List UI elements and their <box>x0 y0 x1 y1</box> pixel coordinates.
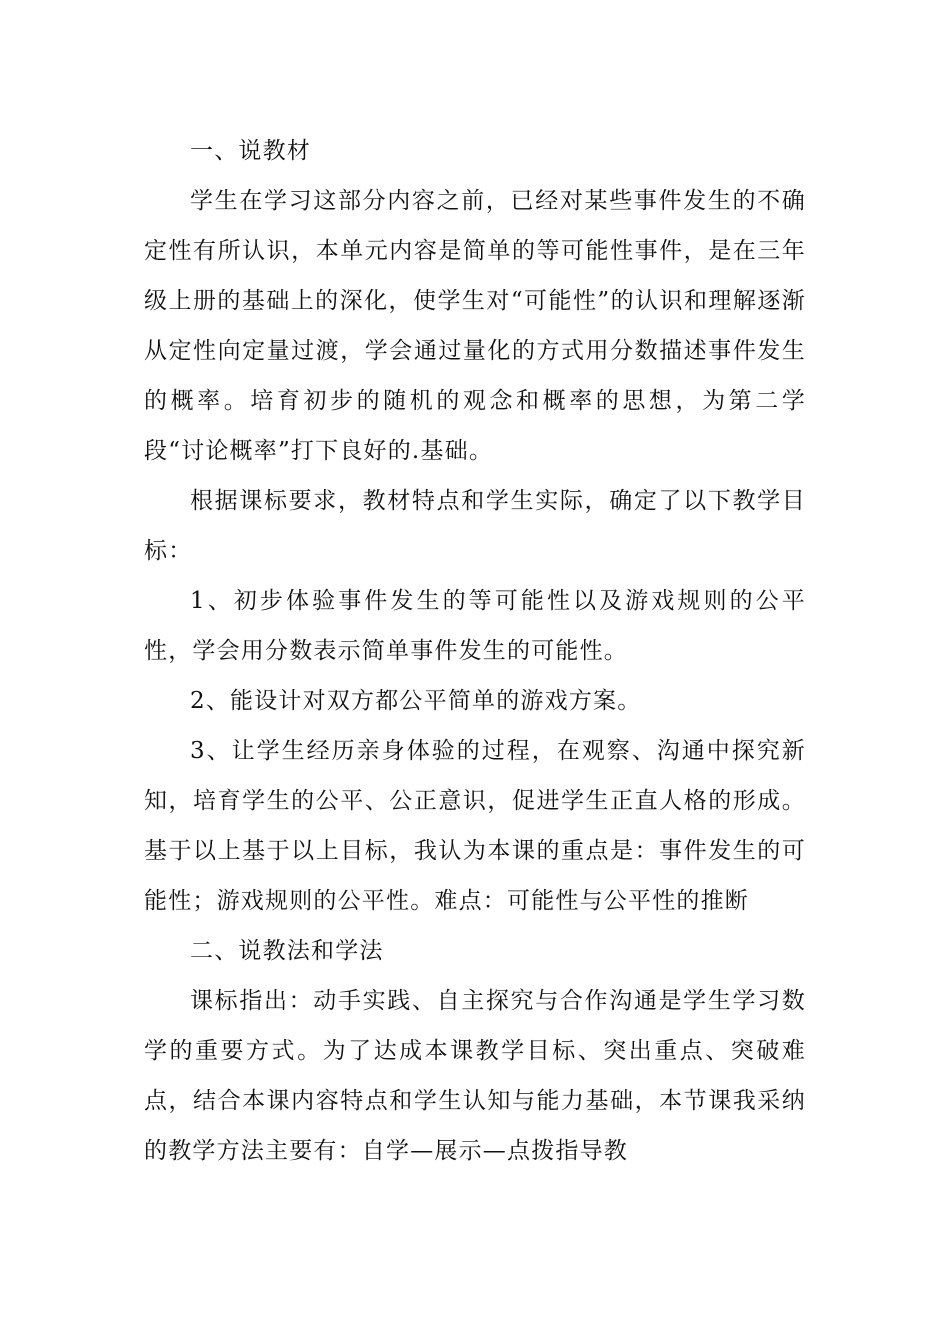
goal-item-1: 1、初步体验事件发生的等可能性以及游戏规则的公平性，学会用分数表示简单事件发生的可能性。 <box>144 588 806 664</box>
paragraph-material-analysis: 学生在学习这部分内容之前，已经对某些事件发生的不确定性有所认识，本单元内容是简单的等可能性事件，是在三年级上册的基础上的深化，使学生对“可能性”的认识和理解逐渐从定性向定量过渡，学会通过量化的方式用分数描述事件发生的概率。培育初步的随机的观念和概率的思想，为第二学段“讨论概率”打下良好的.基础。 <box>144 188 806 464</box>
paragraph-goals-intro: 根据课标要求，教材特点和学生实际，确定了以下教学目标： <box>144 488 806 564</box>
goal-item-3: 3、让学生经历亲身体验的过程，在观察、沟通中探究新知，培育学生的公平、公正意识，促进学生正直人格的形成。基于以上基于以上目标，我认为本课的重点是：事件发生的可能性；游戏规则的公平性。难点：可能性与公平性的推断 <box>144 738 806 914</box>
document-body <box>144 126 806 1176</box>
goal-item-2: 2、能设计对双方都公平简单的游戏方案。 <box>190 688 642 714</box>
section-heading-methods: 二、说教法和学法 <box>190 938 384 964</box>
section-heading-teaching-material: 一、说教材 <box>190 138 311 164</box>
paragraph-teaching-methods: 课标指出：动手实践、自主探究与合作沟通是学生学习数学的重要方式。为了达成本课教学目标、突出重点、突破难点，结合本课内容特点和学生认知与能力基础，本节课我采纳的教学方法主要有：自学—展示—点拨指导教 <box>144 988 806 1164</box>
